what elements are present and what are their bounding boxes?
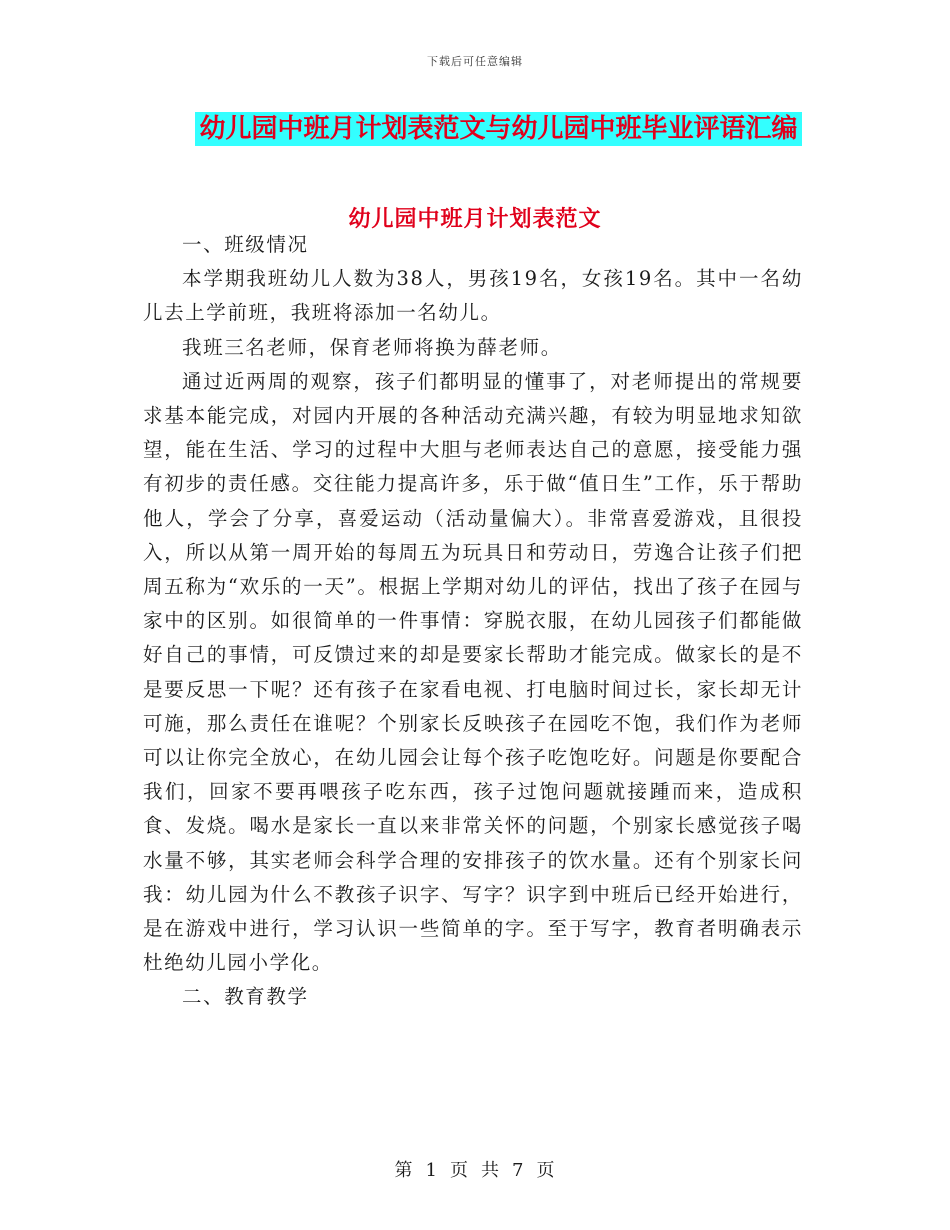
section-heading-class-situation: 一、班级情况 — [182, 233, 309, 256]
section-heading-education: 二、教育教学 — [182, 985, 309, 1009]
footer-page-number: 1 — [425, 1160, 438, 1181]
header-note: 下载后可任意编辑 — [427, 55, 523, 68]
paragraph-observation: 通过近两周的观察，孩子们都明显的懂事了，对老师提出的常规要求基本能完成，对园内开展的各种活动充满兴趣，有较为明显地求知欲望，能在生活、学习的过程中大胆与老师表达自己的意愿，接受能力强有初步的责任感。交往能力提高许多，乐于做“值日生”工作，乐于帮助他人，学会了分享，喜爱运动（活动量偏大）。非常喜爱游戏，且很投入，所以从第一周开始的每周五为玩具日和劳动日，劳逸合让孩子们把周五称为“欢乐的一天”。根据上学期对幼儿的评估，找出了孩子在园与家中的区别。如很简单的一件事情：穿脱衣服，在幼儿园孩子们都能做好自己的事情，可反馈过来的却是要家长帮助才能完成。做家长的是不是要反思一下呢？还有孩子在家看电视、打电脑时间过长，家长却无计可施，那么责任在谁呢？个别家长反映孩子在园吃不饱，我们作为老师可以让你完全放心，在幼儿园会让每个孩子吃饱吃好。问题是你要配合我们，回家不要再喂孩子吃东西，孩子过饱问题就接踵而来，造成积食、发烧。喝水是家长一直以来非常关怀的问题，个别家长感觉孩子喝水量不够，其实老师会科学合理的安排孩子的饮水量。还有个别家长问我：幼儿园为什么不教孩子识字、写字？识字到中班后已经开始进行，是在游戏中进行，学习认识一些简单的字。至于写字，教育者明确表示杜绝幼儿园小学化。 — [143, 369, 803, 975]
paragraph-teachers: 我班三名老师，保育老师将换为薛老师。 — [182, 335, 562, 359]
page-footer — [0, 1156, 950, 1182]
section-title: 幼儿园中班月计划表范文 — [348, 207, 602, 232]
body-text — [143, 228, 803, 1015]
paragraph-class-size: 本学期我班幼儿人数为38人，男孩19名，女孩19名。其中一名幼儿去上学前班，我班将添加一名幼儿。 — [143, 267, 803, 325]
footer-suffix: 页 — [536, 1160, 556, 1181]
main-title-highlight — [195, 112, 802, 146]
footer-total-label: 共 — [481, 1160, 500, 1181]
main-title: 幼儿园中班月计划表范文与幼儿园中班毕业评语汇编 — [199, 114, 798, 144]
footer-page-label: 页 — [450, 1160, 469, 1181]
footer-total-pages: 7 — [512, 1160, 525, 1181]
footer-prefix: 第 — [394, 1160, 414, 1181]
